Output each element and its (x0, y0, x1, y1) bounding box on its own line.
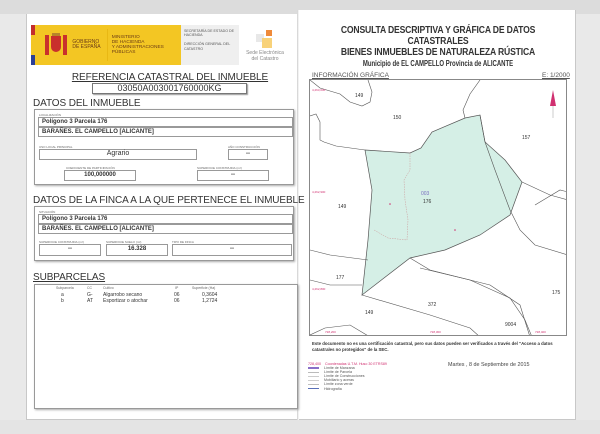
referencia-value: 03050A003001760000KG (92, 83, 247, 94)
localizacion-label: LOCALIZACIÓN (39, 113, 62, 117)
ministerio-text: MINISTERIO DE HACIENDA Y ADMINISTRACIONES PÚBLICAS (111, 34, 164, 56)
legend-item: Límite zona verde (308, 382, 387, 386)
sup-const-value: -- (197, 170, 269, 181)
parcel-label: 175 (552, 290, 561, 296)
parcel-label: 177 (336, 275, 345, 281)
legend-item: Límite de Construcciones (308, 374, 387, 378)
legend-item: Límite de Manzana (308, 366, 387, 370)
coat-of-arms-icon (45, 33, 65, 57)
secretaria-block (181, 25, 239, 65)
parcel-label: 157 (522, 135, 531, 141)
coord-y2: 4,262,900 (312, 190, 326, 194)
municipio-subtitle: Municipio de EL CAMPELLO Provincia de ALICANTE (362, 59, 514, 68)
sede-logo-icon (256, 30, 274, 48)
consulta-title: CONSULTA DESCRIPTIVA Y GRÁFICA DE DATOS CATASTRALES BIENES INMUEBLES DE NATURALEZA RÚSTICA (340, 24, 536, 58)
subparcelas-title: SUBPARCELAS (33, 272, 106, 283)
coord-x2: 728,300 (430, 330, 441, 334)
uso-value: Agrario (39, 149, 197, 160)
coord-y1: 4,263,000 (312, 88, 326, 92)
parcel-label: 149 (338, 204, 347, 210)
sup-suelo-label: SUPERFICIE SUELO (m²) (106, 240, 142, 244)
subparcelas-table (40, 286, 290, 304)
parcel-label: 9004 (505, 322, 517, 328)
situacion-label: SITUACIÓN (39, 210, 56, 214)
coord-x3: 728,400 (535, 330, 546, 334)
direccion-text: DIRECCIÓN GENERAL DEL CATASTRO (184, 42, 231, 51)
sup-suelo-value: 16.328 (106, 244, 168, 256)
map-legend (308, 362, 387, 391)
sede-electronica-logo: Sede Electrónica del Catastro (239, 25, 291, 65)
finca-sup-const-label: SUPERFICIE CONSTRUIDA (m²) (39, 240, 84, 244)
anio-value: -- (228, 149, 268, 160)
parcel-label-176: 176 (423, 199, 432, 205)
cadastral-map (309, 79, 567, 336)
parcel-map-drawing (310, 80, 567, 336)
table-header: Subparcela CC Cultivo IP Superficie (Ha) (56, 286, 216, 290)
localizacion-line2: BARAÑES. EL CAMPELLO [ALICANTE] (38, 127, 293, 137)
info-grafica-label: INFORMACIÓN GRÁFICA (312, 72, 389, 79)
gobierno-text: GOBIERNO DE ESPAÑA (72, 38, 101, 50)
parcel-label: 149 (355, 93, 364, 99)
legend-item: Mobiliario y aceras (308, 378, 387, 382)
coef-label: COEFICIENTE DE PARTICIPACIÓN (66, 166, 115, 170)
scale-label: E: 1/2000 (542, 72, 570, 79)
legend-item: Hidrografía (308, 387, 387, 391)
document-date: Martes , 8 de Septiembre de 2015 (448, 362, 530, 368)
uso-label: USO LOCAL PRINCIPAL (39, 145, 73, 149)
coord-x1: 728,200 (325, 330, 336, 334)
government-header (31, 25, 291, 65)
table-row: b AT Esportizar o atochar 06 1,2724 (61, 298, 218, 304)
disclaimer-text: Este documento no es una certificación catastral, pero sus datos pueden ser verificados a través del "Acceso a datos catastrales no protegidos" de la SEC. (312, 341, 553, 352)
coord-y3: 4,262,800 (312, 287, 326, 291)
sup-const-label: SUPERFICIE CONSTRUIDA (m²) (197, 166, 242, 170)
parcel-176-shape (362, 115, 522, 295)
coef-value: 100,000000 (64, 170, 136, 181)
scan-bottom-edge (0, 420, 600, 434)
localizacion-line1: Polígono 3 Parcela 176 (38, 117, 293, 127)
parcel-label: 149 (365, 310, 374, 316)
legend-item: Límite de Parcela (308, 370, 387, 374)
situacion-line2: BARAÑES. EL CAMPELLO [ALICANTE] (38, 224, 293, 234)
table-row: a G- Algarrobo secano 06 0,3604 (61, 292, 218, 298)
finca-sup-const-value: -- (39, 244, 101, 256)
north-arrow-icon (550, 90, 556, 106)
anio-label: AÑO CONSTRUCCIÓN (228, 145, 260, 149)
tipo-finca-value: -- (172, 244, 292, 256)
tipo-finca-label: TIPO DE FINCA (172, 240, 194, 244)
referencia-title: REFERENCIA CATASTRAL DEL INMUEBLE (71, 72, 269, 83)
parcel-label: 372 (428, 302, 437, 308)
secretaria-text: SECRETARÍA DE ESTADO DE HACIENDA (184, 29, 234, 38)
situacion-line1: Polígono 3 Parcela 176 (38, 214, 293, 224)
gobierno-banner (31, 25, 181, 65)
legend-coord: 728,400 Coordenadas U.T.M. Huso 30 ETRS89 (308, 362, 387, 366)
parcel-label: 150 (393, 115, 402, 121)
datos-inmueble-title: DATOS DEL INMUEBLE (33, 98, 141, 109)
datos-finca-title: DATOS DE LA FINCA A LA QUE PERTENECE EL INMUEBLE (33, 195, 305, 206)
poligono-label: 003 (421, 191, 430, 197)
flag-bar (31, 25, 35, 65)
